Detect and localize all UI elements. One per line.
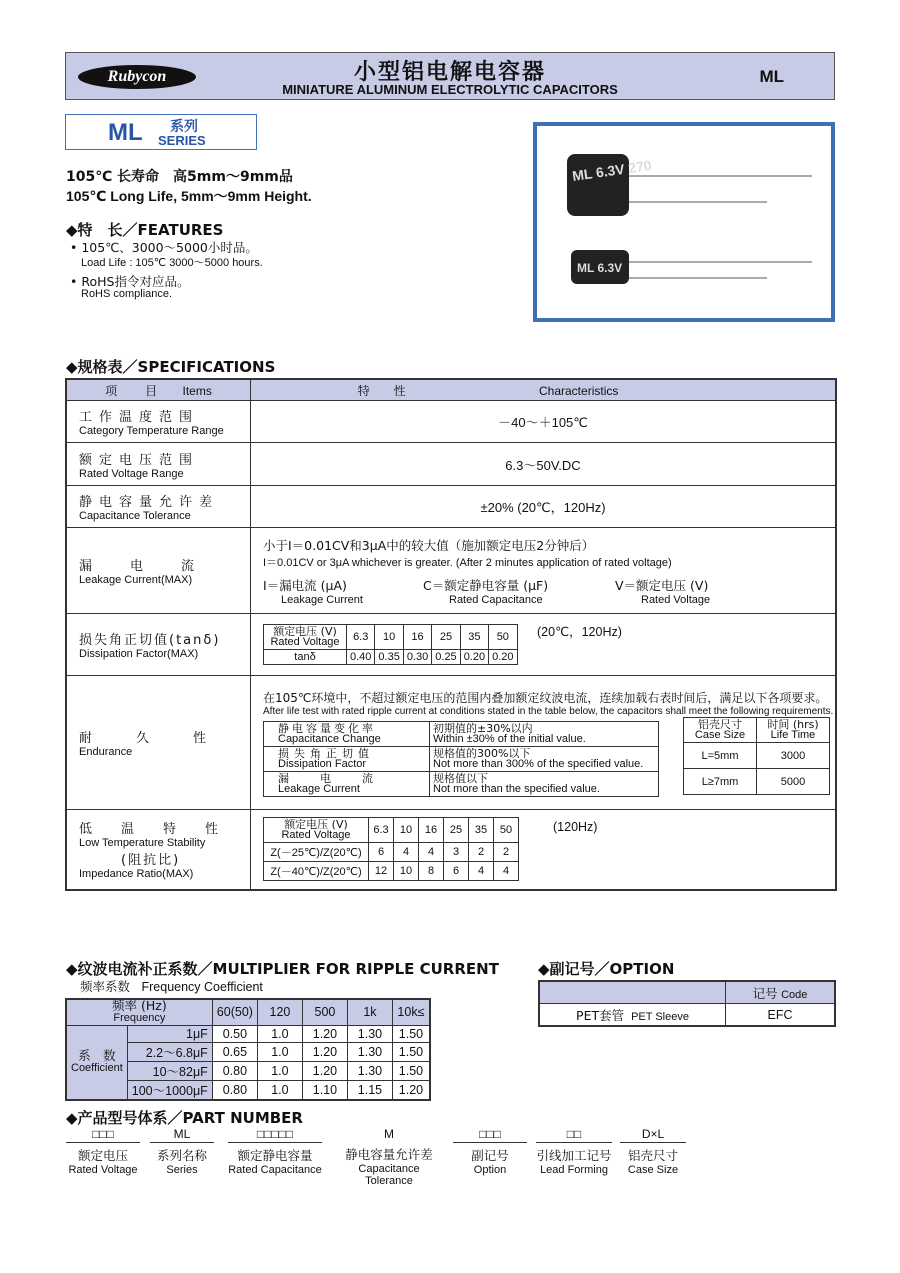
ripple-freq: 120 bbox=[257, 999, 302, 1025]
leakage-label-en: Leakage Current(MAX) bbox=[79, 574, 193, 586]
end-df-label bbox=[264, 746, 430, 771]
ripple-title: ◆纹波电流补正系数／MULTIPLIER FOR RIPPLE CURRENT bbox=[66, 960, 499, 978]
ripple-val: 1.20 bbox=[302, 1061, 347, 1080]
spec-row-temp bbox=[66, 401, 836, 443]
lowtemp-label-en: Low Temperature Stability bbox=[79, 837, 206, 850]
end-df-en: Dissipation Factor bbox=[278, 757, 367, 770]
lt-val: 10 bbox=[394, 862, 419, 881]
dissipation-value bbox=[251, 614, 837, 676]
end-cap-en: Capacitance Change bbox=[278, 732, 381, 745]
def-v-en: Rated Voltage bbox=[641, 593, 711, 606]
pn-tolerance bbox=[334, 1127, 444, 1187]
ripple-subtitle-zh: 频率系数 bbox=[80, 979, 131, 994]
pn-en: Case Size bbox=[627, 1164, 679, 1176]
lt-val: 2 bbox=[469, 843, 494, 862]
temp-label bbox=[66, 401, 251, 443]
lt-row-label: Z(－25℃)/Z(20℃) bbox=[264, 843, 369, 862]
option-head-blank bbox=[539, 981, 726, 1004]
endurance-label bbox=[66, 676, 251, 810]
capacitor-large-text: ML 6.3V 270 bbox=[571, 157, 653, 184]
pn-zh: 额定电压 bbox=[77, 1148, 128, 1163]
header-items-zh: 项 目 bbox=[105, 383, 166, 398]
end-lc-val-zh: 规格值以下 bbox=[433, 771, 488, 785]
endurance-table bbox=[263, 721, 659, 797]
pn-code: M bbox=[384, 1127, 394, 1141]
leakage-line2: I＝0.01CV or 3μA whichever is greater. (After 2 minutes application of rated voltage) bbox=[263, 556, 672, 569]
pn-rated-voltage bbox=[66, 1127, 140, 1176]
product-photo bbox=[533, 122, 835, 322]
pn-code: □□ bbox=[536, 1127, 612, 1143]
lt-val: 4 bbox=[469, 862, 494, 881]
lt-condition: (120Hz) bbox=[553, 820, 598, 834]
end-lc-label bbox=[264, 771, 430, 796]
leakage-line1: 小于I＝0.01CV和3μA中的较大值（施加额定电压2分钟后） bbox=[263, 537, 595, 553]
df-val: 0.35 bbox=[375, 650, 403, 665]
ripple-val: 1.0 bbox=[257, 1042, 302, 1061]
df-val: 0.20 bbox=[489, 650, 517, 665]
tolerance-label-zh: 静电容量允许差 bbox=[79, 495, 220, 510]
life-head-time-en: Life Time bbox=[770, 729, 816, 741]
spec-row-lowtemp bbox=[66, 810, 836, 890]
leakage-label bbox=[66, 528, 251, 614]
ripple-val: 0.50 bbox=[212, 1025, 257, 1042]
option-row-label bbox=[539, 1004, 726, 1027]
temp-value: －40～＋105℃ bbox=[251, 401, 837, 443]
end-lc-en: Leakage Current bbox=[278, 782, 360, 795]
end-df-zh: 损失角正切值 bbox=[278, 746, 374, 760]
temp-label-en: Category Temperature Range bbox=[79, 425, 224, 437]
header-banner bbox=[65, 52, 835, 100]
ripple-freq-zh: 频率 (Hz) bbox=[112, 998, 167, 1014]
ripple-freq: 10k≤ bbox=[392, 999, 430, 1025]
ripple-val: 1.0 bbox=[257, 1080, 302, 1100]
feature-1-zh: • 105℃、3000～5000小时品。 bbox=[70, 240, 258, 255]
ripple-val: 1.10 bbox=[302, 1080, 347, 1100]
life-case: L=5mm bbox=[684, 743, 757, 769]
lt-col-head bbox=[264, 818, 369, 843]
pn-en: Option bbox=[473, 1164, 507, 1176]
lt-val: 12 bbox=[369, 862, 394, 881]
ripple-val: 1.20 bbox=[302, 1025, 347, 1042]
option-table bbox=[538, 980, 836, 1027]
feature-1-en: Load Life : 105℃ 3000～5000 hours. bbox=[81, 257, 263, 269]
lt-row-label: Z(－40℃)/Z(20℃) bbox=[264, 862, 369, 881]
spec-header-row bbox=[66, 379, 836, 401]
spec-title: ◆规格表／SPECIFICATIONS bbox=[66, 358, 276, 376]
pn-zh: 铝壳尺寸 bbox=[627, 1148, 678, 1163]
capacitor-illustration bbox=[537, 126, 831, 318]
lt-val: 6 bbox=[369, 843, 394, 862]
pn-en: Lead Forming bbox=[540, 1164, 608, 1176]
series-name: ML bbox=[108, 119, 143, 146]
lt-v: 35 bbox=[469, 818, 494, 843]
end-cap-val-en: Within ±30% of the initial value. bbox=[433, 732, 586, 745]
pn-en: Rated Voltage bbox=[68, 1164, 138, 1176]
lt-val: 4 bbox=[494, 862, 519, 881]
end-df-val-zh: 规格值的300%以下 bbox=[433, 746, 531, 760]
df-col-en: Rated Voltage bbox=[270, 636, 340, 648]
option-code-value: EFC bbox=[726, 1004, 836, 1027]
ripple-val: 1.30 bbox=[347, 1042, 392, 1061]
df-v: 6.3 bbox=[347, 625, 375, 650]
lowtemp-label-zh2: (阻抗比) bbox=[121, 853, 181, 869]
dissipation-label bbox=[66, 614, 251, 676]
def-v-zh: V＝额定电压 (V) bbox=[615, 577, 709, 593]
voltage-value: 6.3～50V.DC bbox=[251, 443, 837, 486]
pn-zh: 额定静电容量 bbox=[237, 1148, 313, 1163]
lt-val: 8 bbox=[419, 862, 444, 881]
spec-row-leakage bbox=[66, 528, 836, 614]
endurance-label-en: Endurance bbox=[79, 746, 133, 758]
feature-2-zh: • RoHS指令对应品。 bbox=[70, 274, 190, 289]
df-val: 0.30 bbox=[403, 650, 431, 665]
end-cap-label bbox=[264, 721, 430, 746]
life-head-case-en: Case Size bbox=[694, 729, 746, 741]
endurance-row bbox=[264, 746, 659, 771]
leakage-defs bbox=[263, 576, 835, 606]
ripple-val: 0.65 bbox=[212, 1042, 257, 1061]
pn-zh: 引线加工记号 bbox=[536, 1148, 612, 1163]
end-cap-val-zh: 初期值的±30%以内 bbox=[433, 721, 533, 735]
series-box bbox=[65, 114, 257, 150]
ripple-row-label: 10～82μF bbox=[127, 1061, 212, 1080]
ripple-coef-zh: 系 数 bbox=[78, 1048, 116, 1063]
lt-val: 6 bbox=[444, 862, 469, 881]
lowtemp-label-en2: Impedance Ratio(MAX) bbox=[79, 868, 194, 881]
ripple-coef-head bbox=[66, 1025, 127, 1100]
page-title-en: MINIATURE ALUMINUM ELECTROLYTIC CAPACITORS bbox=[282, 82, 618, 97]
header-char-en: Characteristics bbox=[539, 383, 619, 398]
headline-zh: 105℃ 长寿命 高5mm～9mm品 bbox=[66, 169, 293, 185]
spec-row-voltage bbox=[66, 443, 836, 486]
page-title-zh: 小型铝电解电容器 bbox=[353, 60, 546, 85]
ripple-val: 0.80 bbox=[212, 1080, 257, 1100]
spec-row-endurance bbox=[66, 676, 836, 810]
lt-v: 16 bbox=[419, 818, 444, 843]
series-label-zh: 系列 bbox=[170, 119, 198, 135]
pn-rated-capacitance bbox=[228, 1127, 322, 1176]
header-char-zh: 特 性 bbox=[357, 383, 406, 398]
ripple-coef-en: Coefficient bbox=[71, 1062, 123, 1074]
pn-en: Series bbox=[166, 1164, 198, 1176]
ripple-freq: 500 bbox=[302, 999, 347, 1025]
pn-case-size bbox=[620, 1127, 686, 1176]
voltage-label-zh: 额定电压范围 bbox=[79, 452, 200, 468]
ripple-val: 0.80 bbox=[212, 1061, 257, 1080]
end-df-val bbox=[430, 746, 659, 771]
temp-label-zh: 工作温度范围 bbox=[79, 410, 200, 425]
option-head-code bbox=[726, 981, 836, 1004]
leakage-value bbox=[251, 528, 837, 614]
pn-zh: 静电容量允许差 bbox=[345, 1147, 433, 1162]
end-lc-val bbox=[430, 771, 659, 796]
pn-code: □□□ bbox=[453, 1127, 527, 1143]
life-time: 3000 bbox=[757, 743, 830, 769]
tolerance-label bbox=[66, 486, 251, 528]
option-head-en: Code bbox=[781, 988, 808, 1001]
part-number-title: ◆产品型号体系／PART NUMBER bbox=[66, 1109, 303, 1127]
df-val: 0.40 bbox=[347, 650, 375, 665]
leakage-def-v bbox=[615, 576, 710, 606]
lowtemp-label-zh: 低 温 特 性 bbox=[79, 822, 227, 838]
life-head-time-zh: 时间 (hrs) bbox=[767, 718, 819, 731]
ripple-val: 1.20 bbox=[302, 1042, 347, 1061]
pn-en: Capacitance Tolerance bbox=[358, 1163, 420, 1187]
lt-v: 6.3 bbox=[369, 818, 394, 843]
feature-2-en: RoHS compliance. bbox=[81, 288, 173, 300]
rubycon-logo: Rubycon bbox=[78, 65, 196, 89]
pn-code: ML bbox=[150, 1127, 214, 1143]
pn-series bbox=[150, 1127, 214, 1176]
option-row-zh: PET套管 bbox=[576, 1007, 625, 1023]
dissipation-label-zh: 损失角正切值(tanδ) bbox=[79, 633, 221, 648]
series-code: ML bbox=[759, 67, 784, 86]
endurance-row bbox=[264, 721, 659, 746]
ripple-freq-head bbox=[66, 999, 212, 1025]
header-items-en: Items bbox=[182, 383, 212, 398]
option-title: ◆副记号／OPTION bbox=[538, 960, 675, 978]
voltage-label bbox=[66, 443, 251, 486]
df-v: 50 bbox=[489, 625, 517, 650]
lt-v: 10 bbox=[394, 818, 419, 843]
ripple-val: 1.50 bbox=[392, 1061, 430, 1080]
ripple-table bbox=[65, 998, 431, 1101]
lt-v: 50 bbox=[494, 818, 519, 843]
ripple-freq: 1k bbox=[347, 999, 392, 1025]
life-head-case-zh: 铝壳尺寸 bbox=[698, 718, 742, 731]
life-case: L≥7mm bbox=[684, 769, 757, 795]
leakage-label-zh: 漏 电 流 bbox=[79, 559, 199, 574]
pn-code: □□□ bbox=[66, 1127, 140, 1143]
lowtemp-table bbox=[263, 817, 519, 881]
end-lc-zh: 漏 电 流 bbox=[278, 771, 383, 785]
ripple-val: 1.30 bbox=[347, 1025, 392, 1042]
df-v: 35 bbox=[460, 625, 488, 650]
features-title: ◆特 长／FEATURES bbox=[66, 221, 224, 239]
def-c-zh: C＝额定静电容量 (μF) bbox=[423, 577, 549, 593]
lt-val: 4 bbox=[394, 843, 419, 862]
df-v: 25 bbox=[432, 625, 460, 650]
lt-val: 4 bbox=[419, 843, 444, 862]
def-i-en: Leakage Current bbox=[281, 593, 363, 606]
leakage-def-i bbox=[263, 576, 423, 606]
ripple-val: 1.50 bbox=[392, 1025, 430, 1042]
ripple-subtitle-en: Frequency Coefficient bbox=[141, 980, 263, 994]
life-head-case bbox=[684, 718, 757, 743]
voltage-label-en: Rated Voltage Range bbox=[79, 467, 184, 480]
df-v: 10 bbox=[375, 625, 403, 650]
endurance-value bbox=[251, 676, 837, 810]
pn-zh: 副记号 bbox=[471, 1148, 509, 1163]
headline-en: 105℃ Long Life, 5mm～9mm Height. bbox=[66, 188, 312, 204]
option-head-zh: 记号 bbox=[752, 985, 778, 1001]
capacitor-small-text: ML 6.3V bbox=[577, 261, 623, 275]
df-condition: (20℃，120Hz) bbox=[537, 625, 622, 639]
ripple-row-label: 1μF bbox=[127, 1025, 212, 1042]
ripple-freq-en: Frequency bbox=[113, 1012, 166, 1025]
ripple-val: 1.0 bbox=[257, 1061, 302, 1080]
endurance-label-zh: 耐 久 性 bbox=[79, 731, 213, 746]
end-df-val-en: Not more than 300% of the specified value. bbox=[433, 757, 644, 770]
df-val: 0.20 bbox=[460, 650, 488, 665]
spec-header-items bbox=[66, 379, 251, 401]
def-i-zh: I＝漏电流 (μA) bbox=[263, 577, 347, 593]
endurance-line2: After life test with rated ripple current at conditions stated in the table below, the capacitors shall meet the following requirements. bbox=[263, 705, 834, 717]
df-row-label: tanδ bbox=[264, 650, 347, 665]
end-lc-val-en: Not more than the specified value. bbox=[433, 782, 600, 795]
df-val: 0.25 bbox=[432, 650, 460, 665]
spec-table bbox=[65, 378, 837, 891]
leakage-def-c bbox=[423, 576, 615, 606]
lt-val: 2 bbox=[494, 843, 519, 862]
ripple-val: 1.20 bbox=[392, 1080, 430, 1100]
option-row-en: PET Sleeve bbox=[631, 1010, 689, 1023]
pn-lead-forming bbox=[536, 1127, 612, 1176]
ripple-row-label: 2.2～6.8μF bbox=[127, 1042, 212, 1061]
ripple-val: 1.0 bbox=[257, 1025, 302, 1042]
pn-en: Rated Capacitance bbox=[228, 1164, 322, 1176]
ripple-val: 1.30 bbox=[347, 1061, 392, 1080]
df-v: 16 bbox=[403, 625, 431, 650]
spec-header-char bbox=[251, 379, 837, 401]
endurance-row bbox=[264, 771, 659, 796]
pn-zh: 系列名称 bbox=[156, 1148, 207, 1163]
df-col-head bbox=[264, 625, 347, 650]
df-col-zh: 额定电压 (V) bbox=[273, 625, 337, 638]
ripple-subtitle bbox=[80, 977, 263, 995]
life-head-time bbox=[757, 718, 830, 743]
end-cap-zh: 静电容量变化率 bbox=[278, 721, 376, 735]
lowtemp-label bbox=[66, 810, 251, 890]
lt-col-zh: 额定电压 (V) bbox=[284, 818, 348, 832]
spec-row-dissipation bbox=[66, 614, 836, 676]
life-time: 5000 bbox=[757, 769, 830, 795]
pn-code: □□□□□ bbox=[228, 1127, 322, 1143]
tolerance-value: ±20% (20℃，120Hz) bbox=[251, 486, 837, 528]
lt-val: 3 bbox=[444, 843, 469, 862]
dissipation-label-en: Dissipation Factor(MAX) bbox=[79, 648, 199, 660]
life-table bbox=[683, 717, 830, 795]
ripple-val: 1.50 bbox=[392, 1042, 430, 1061]
pn-option bbox=[453, 1127, 527, 1176]
ripple-freq: 60(50) bbox=[212, 999, 257, 1025]
dissipation-table bbox=[263, 624, 518, 665]
tolerance-label-en: Capacitance Tolerance bbox=[79, 510, 191, 522]
ripple-val: 1.15 bbox=[347, 1080, 392, 1100]
endurance-line1: 在105℃环境中，不超过额定电压的范围内叠加额定纹波电流，连续加载右表时间后，满足以下各项要求。 bbox=[263, 690, 828, 705]
end-cap-val bbox=[430, 721, 659, 746]
def-c-en: Rated Capacitance bbox=[449, 593, 543, 606]
series-label-en: SERIES bbox=[158, 133, 206, 148]
spec-row-tolerance bbox=[66, 486, 836, 528]
ripple-row-label: 100～1000μF bbox=[127, 1080, 212, 1100]
lt-col-en: Rated Voltage bbox=[281, 829, 351, 842]
lt-v: 25 bbox=[444, 818, 469, 843]
pn-code: D×L bbox=[620, 1127, 686, 1143]
lowtemp-value bbox=[251, 810, 837, 890]
